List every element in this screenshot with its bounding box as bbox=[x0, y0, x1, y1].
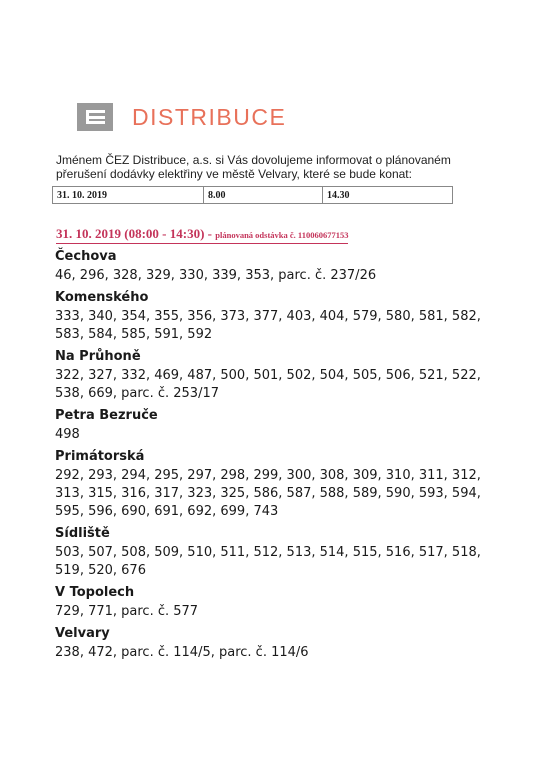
street-item bbox=[55, 624, 495, 662]
event-note: plánovaná odstávka č. 110060677153 bbox=[215, 230, 349, 240]
street-numbers: 503, 507, 508, 509, 510, 511, 512, 513, 514, 515, 516, 517, 518, 519, 520, 676 bbox=[55, 545, 481, 578]
intro-text: Jménem ČEZ Distribuce, a.s. si Vás dovolujeme informovat o plánovaném přerušení dodávky elektřiny ve městě Velvary, které se bude konat: bbox=[56, 153, 451, 181]
logo-text: DISTRIBUCE bbox=[132, 103, 287, 130]
table-row bbox=[53, 187, 453, 204]
street-numbers: 333, 340, 354, 355, 356, 373, 377, 403, 404, 579, 580, 581, 582, 583, 584, 585, 591, 592 bbox=[55, 309, 481, 342]
cez-logo bbox=[77, 102, 286, 132]
street-item bbox=[55, 447, 495, 521]
event-heading bbox=[56, 226, 348, 244]
street-name: Na Průhoně bbox=[55, 349, 141, 364]
street-name: Primátorská bbox=[55, 449, 145, 464]
street-name: Čechova bbox=[55, 249, 117, 264]
street-name: Komenského bbox=[55, 290, 149, 305]
street-name: Velvary bbox=[55, 626, 110, 641]
street-item bbox=[55, 524, 495, 580]
street-numbers: 729, 771, parc. č. 577 bbox=[55, 604, 199, 619]
street-item bbox=[55, 583, 495, 621]
street-item bbox=[55, 406, 495, 444]
street-name: Sídliště bbox=[55, 526, 110, 541]
street-numbers: 498 bbox=[55, 427, 80, 442]
street-numbers: 322, 327, 332, 469, 487, 500, 501, 502, 504, 505, 506, 521, 522, 538, 669, parc. č. 253/17 bbox=[55, 368, 481, 401]
street-item bbox=[55, 288, 495, 344]
outage-date-cell: 31. 10. 2019 bbox=[53, 187, 204, 204]
event-separator: - bbox=[204, 226, 216, 241]
outage-info-table bbox=[52, 186, 453, 204]
event-when: 31. 10. 2019 (08:00 - 14:30) bbox=[56, 226, 205, 241]
street-numbers: 238, 472, parc. č. 114/5, parc. č. 114/6 bbox=[55, 645, 309, 660]
street-name: V Topolech bbox=[55, 585, 135, 600]
street-name: Petra Bezruče bbox=[55, 408, 158, 423]
street-item bbox=[55, 347, 495, 403]
street-numbers: 46, 296, 328, 329, 330, 339, 353, parc. č. 237/26 bbox=[55, 268, 377, 283]
outage-start-cell: 8.00 bbox=[204, 187, 323, 204]
street-item bbox=[55, 247, 495, 285]
street-numbers: 292, 293, 294, 295, 297, 298, 299, 300, 308, 309, 310, 311, 312, 313, 315, 316, 317, 323, 325, 586, 587, 588, 589, 590, 593, 594, 595, 596, 690, 691, 692, 699, 743 bbox=[55, 468, 481, 519]
cez-logo-icon bbox=[77, 103, 113, 131]
outage-end-cell: 14.30 bbox=[323, 187, 453, 204]
street-list bbox=[55, 247, 495, 662]
